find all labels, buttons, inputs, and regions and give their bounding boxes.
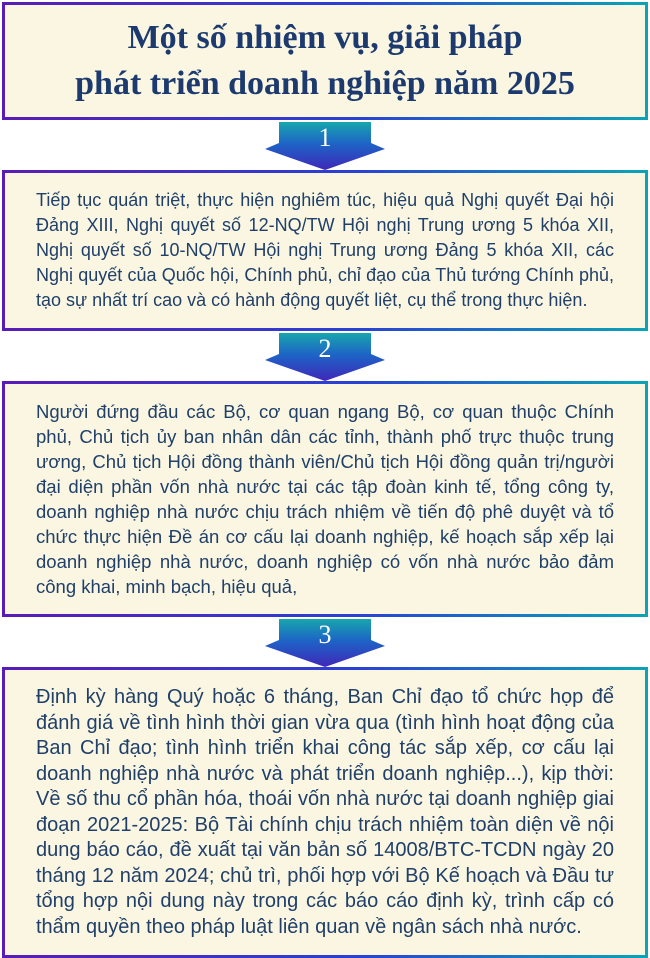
step-text-1: Tiếp tục quán triệt, thực hiện nghiêm túc, hiệu quả Nghị quyết Đại hội Đảng XIII, Nghị quyết số 12-NQ/TW Hội nghị Trung ương 5 khóa XII, Nghị quyết số 10-NQ/TW Hội nghị Trung ương Đảng 5 khóa XII, các Nghị quyết của Quốc hội, Chính phủ, chỉ đạo của Thủ tướng Chính phủ, tạo sự nhất trí cao và có hành động quyết liệt, cụ thể trong thực hiện.: [36, 190, 614, 310]
step-number-1: 1: [318, 123, 332, 152]
step-text-3: Định kỳ hàng Quý hoặc 6 tháng, Ban Chỉ đạo tổ chức họp để đánh giá về tình hình thời gian vừa qua (tình hình hoạt động của Ban Chỉ đạo; tình hình triển khai công tác sắp xếp, cơ cấu lại doanh nghiệp nhà nước và phát triển doanh nghiệp...), kịp thời: Về số thu cổ phần hóa, thoái vốn nhà nước tại doanh nghiệp giai đoạn 2021-2025: Bộ Tài chính chịu trách nhiệm toàn diện về nội dung báo cáo, đề xuất tại văn bản số 14008/BTC-TCDN ngày 20 tháng 12 năm 2024; chủ trì, phối hợp với Bộ Kế hoạch và Đầu tư tổng hợp nội dung này trong các báo cáo định kỳ, trình cấp có thẩm quyền theo pháp luật liên quan về ngân sách nhà nước.: [36, 686, 614, 938]
step-box-3: [2, 667, 648, 958]
step-number-3: 3: [318, 620, 332, 649]
arrow-down-icon: [265, 122, 385, 170]
step-arrow-2: [0, 331, 650, 381]
step-text-2: Người đứng đầu các Bộ, cơ quan ngang Bộ, cơ quan thuộc Chính phủ, Chủ tịch ủy ban nhân dân các tỉnh, thành phố trực thuộc trung ương, Chủ tịch Hội đồng thành viên/Chủ tịch Hội đồng quản trị/người đại diện phần vốn nhà nước tại các tập đoàn kinh tế, tổng công ty, doanh nghiệp nhà nước chịu trách nhiệm về tiến độ phê duyệt và tổ chức thực hiện Đề án cơ cấu lại doanh nghiệp, kế hoạch sắp xếp lại doanh nghiệp nhà nước, doanh nghiệp có vốn nhà nước bảo đảm công khai, minh bạch, hiệu quả,: [36, 401, 614, 597]
step-arrow-1: [0, 120, 650, 170]
page-title-line-2: phát triển doanh nghiệp năm 2025: [75, 65, 575, 102]
title-box: [2, 2, 648, 120]
step-box-2: [2, 381, 648, 617]
arrow-down-icon: [265, 619, 385, 667]
step-number-2: 2: [318, 334, 332, 363]
arrow-down-icon: [265, 333, 385, 381]
page-title-line-1: Một số nhiệm vụ, giải pháp: [127, 19, 523, 56]
step-box-1: [2, 170, 648, 331]
step-arrow-3: [0, 617, 650, 667]
